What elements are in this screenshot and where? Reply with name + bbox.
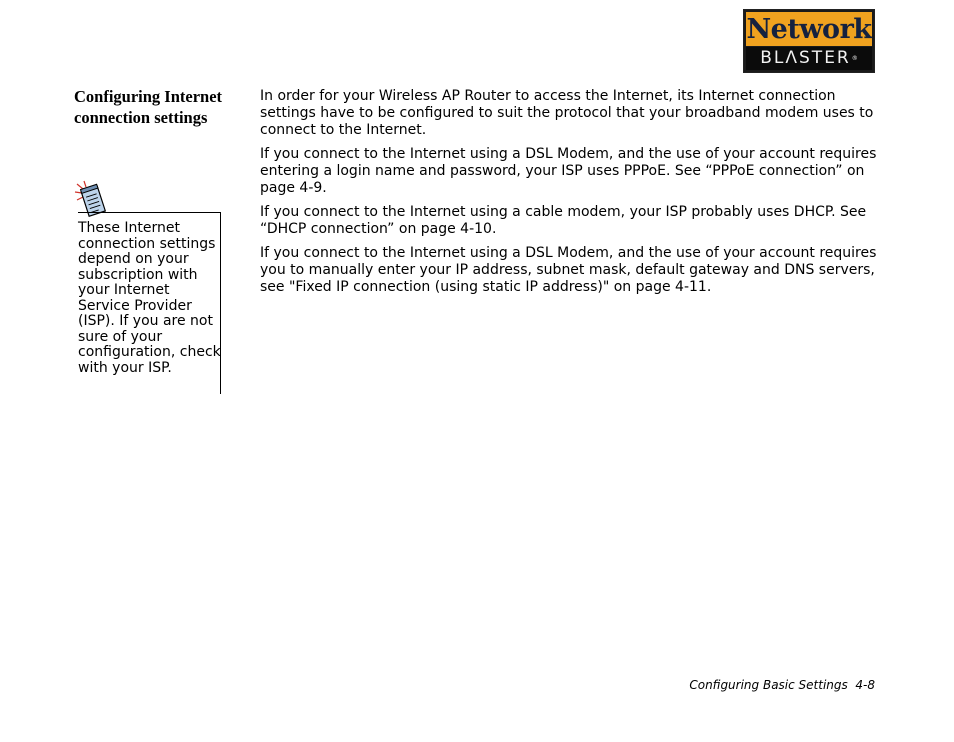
paragraph-dhcp: If you connect to the Internet using a cable modem, your ISP probably uses DHCP. See “DHCP connection” on page 4-10.: [260, 204, 867, 237]
paragraph-router-access: In order for your Wireless AP Router to access the Internet, its Internet connection settings have to be configured to suit the protocol that your broadband modem uses to connect to the Internet.: [260, 88, 874, 138]
logo-bottom-band: [746, 47, 872, 70]
body-text: [260, 88, 880, 303]
logo-line2: BLΛSTER: [760, 48, 851, 68]
logo-top-band: [746, 12, 872, 46]
logo-registered-mark: ®: [851, 55, 858, 62]
paragraph-pppoe: If you connect to the Internet using a DSL Modem, and the use of your account requires entering a login name and password, your ISP uses PPPoE. See “PPPoE connection” on page 4-9.: [260, 146, 877, 196]
page-footer: Configuring Basic Settings 4-8: [689, 678, 875, 692]
logo-line1: Network: [746, 13, 872, 45]
paragraph-fixed-ip: If you connect to the Internet using a DSL Modem, and the use of your account requires you to manually enter your IP address, subnet mask, default gateway and DNS servers, see "Fixed IP connection (using static IP address)" on page 4-11.: [260, 245, 877, 295]
network-blaster-logo: [743, 9, 875, 73]
note-text: These Internet connection settings depend on your subscription with your Internet Service Provider (ISP). If you are not sure of your configuration, check with your ISP.: [78, 220, 221, 376]
section-heading: Configuring Internet connection settings: [74, 87, 223, 127]
